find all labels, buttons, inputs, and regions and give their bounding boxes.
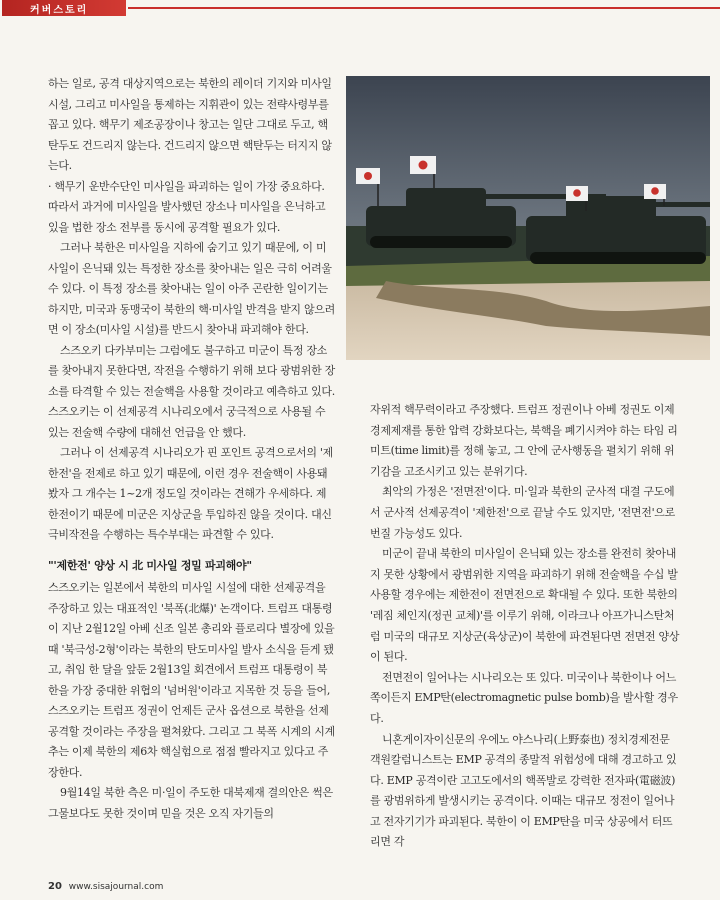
left-subheading: "'제한전' 양상 시 北 미사일 정밀 파괴해야" (48, 558, 252, 572)
left-paragraph-4: 스즈오키 다카부미는 그럼에도 불구하고 미군이 특정 장소를 찾아내지 못한다면, 작전을 수행하기 위해 보다 광범위한 장소를 타격할 수 있는 전술핵을 사용할 것이라고 예측하고 있다. 스즈오키는 이 선제공격 시나리오에서 궁극적으로 사용될 수 있는 전술핵 수량에 대해선 언급을 안 했다. (48, 343, 335, 439)
tank-photo-illustration (346, 76, 710, 360)
section-label: 커버스토리 (30, 5, 89, 16)
right-paragraph-4: 전면전이 일어나는 시나리오는 또 있다. 미국이나 북한이나 어느 쪽이든지 EMP탄(electromagnetic pulse bomb)을 발사할 경우다. (370, 670, 678, 725)
page-number: 20 (48, 881, 62, 892)
right-paragraph-2: 최악의 가정은 '전면전'이다. 미·일과 북한의 군사적 대결 구도에서 군사적 선제공격이 '제한전'으로 끝날 수도 있지만, '전면전'으로 번질 가능성도 있다. (370, 485, 675, 540)
footer-url: www.sisajournal.com (68, 882, 164, 892)
left-paragraph-1: 하는 일로, 공격 대상지역으로는 북한의 레이더 기지와 미사일 시설, 그리고 미사일을 통제하는 지휘관이 있는 전략사령부를 꼽고 있다. 핵무기 제조공장이나 창고는 일단 그대로 두고, 핵탄두도 건드리지 않는다. 건드리지 않으면 핵탄두는 터지지 않는다. (48, 77, 332, 172)
right-paragraph-1: 자위적 핵무력이라고 주장했다. 트럼프 정권이나 아베 정권도 이제 경제제재를 통한 압력 강화보다는, 북핵을 폐기시켜야 하는 타임 리미트(time limit)를 정해 놓고, 그 안에 군사행동을 펼치기 위해 위기감을 고조시키고 있는 분위기다. (370, 403, 678, 478)
left-paragraph-3: 그러나 북한은 미사일을 지하에 숨기고 있기 때문에, 이 미사일이 은닉돼 있는 특정한 장소를 찾아내는 일은 극히 어려울 수 있다. 이 특정 장소를 찾아내는 일이 아주 곤란한 일이기는 하지만, 미국과 동맹국이 북한의 핵·미사일 반격을 받지 않으려면 이 장소(미사일 시설)를 반드시 찾아내 파괴해야 한다. (48, 241, 335, 336)
left-paragraph-7: 9월14일 북한 측은 미·일이 주도한 대북제재 결의안은 썩은 그물보다도 못한 것이며 믿을 것은 오직 자기들의 (48, 786, 333, 820)
left-column (48, 74, 335, 824)
right-paragraph-3: 미군이 끝내 북한의 미사일이 은닉돼 있는 장소를 완전히 찾아내지 못한 상황에서 광범위한 지역을 파괴하기 위해 전술핵을 수십 발 사용할 경우에는 제한전이 전면전으로 확대될 수 있다. 또한 북한의 '레짐 체인지(정권 교체)'를 이루기 위해, 이라크나 아프가니스탄처럼 미국의 대규모 지상군(육상군)이 북한에 파견된다면 전면전 양상이 된다. (370, 547, 680, 664)
left-paragraph-5: 그러나 이 선제공격 시나리오가 핀 포인트 공격으로서의 '제한전'을 전제로 하고 있기 때문에, 이런 경우 전술핵이 사용돼 봤자 그 개수는 1~2개 정도일 것이라는 견해가 우세하다. 제한전이기 때문에 미군은 지상군을 투입하진 않을 것이다. 대신 극비작전을 수행하는 특수부대는 파견할 수 있다. (48, 446, 333, 541)
page-footer (48, 881, 163, 892)
section-header (0, 0, 720, 16)
right-paragraph-5: 니혼게이자이신문의 우에노 야스나리(上野泰也) 정치경제전문 객원칼럼니스트는 EMP 공격의 종말적 위험성에 대해 경고하고 있다. EMP 공격이란 고고도에서의 핵폭발로 강력한 전자파(電磁波)를 광범위하게 발생시키는 공격이다. 이때는 대규모 정전이 일어나고 전자기기가 파괴된다. 북한이 이 EMP탄을 미국 상공에서 터뜨리면 각 (370, 732, 677, 849)
tank-photo (346, 76, 710, 360)
right-column (370, 400, 682, 853)
left-paragraph-2: · 핵무기 운반수단인 미사일을 파괴하는 일이 가장 중요하다. 따라서 과거에 미사일을 발사했던 장소나 미사일을 은닉하고 있을 법한 장소 전부를 동시에 공격할 필요가 있다. (48, 179, 326, 234)
left-paragraph-6: 스즈오키는 일본에서 북한의 미사일 시설에 대한 선제공격을 주장하고 있는 대표적인 '북폭(北爆)' 논객이다. 트럼프 대통령이 지난 2월12일 아베 신조 일본 총리와 플로리다 별장에 있을 때 '북극성-2형'이라는 북한의 탄도미사일 발사 소식을 듣게 됐고, 취임 한 달을 앞둔 2월13일 회견에서 트럼프 대통령이 북한을 가장 중대한 위협의 '넘버원'이라고 지목한 것 등을 들어, 스즈오키는 트럼프 정권이 언제든 군사 옵션으로 북한을 선제공격할 것이라는 주장을 펼쳐왔다. 그리고 그 북폭 시계의 시계추는 이제 북한의 제6차 핵실험으로 점점 빨라지고 있다고 주장한다. (48, 581, 335, 779)
section-tag (2, 0, 126, 16)
header-rule (128, 7, 720, 9)
